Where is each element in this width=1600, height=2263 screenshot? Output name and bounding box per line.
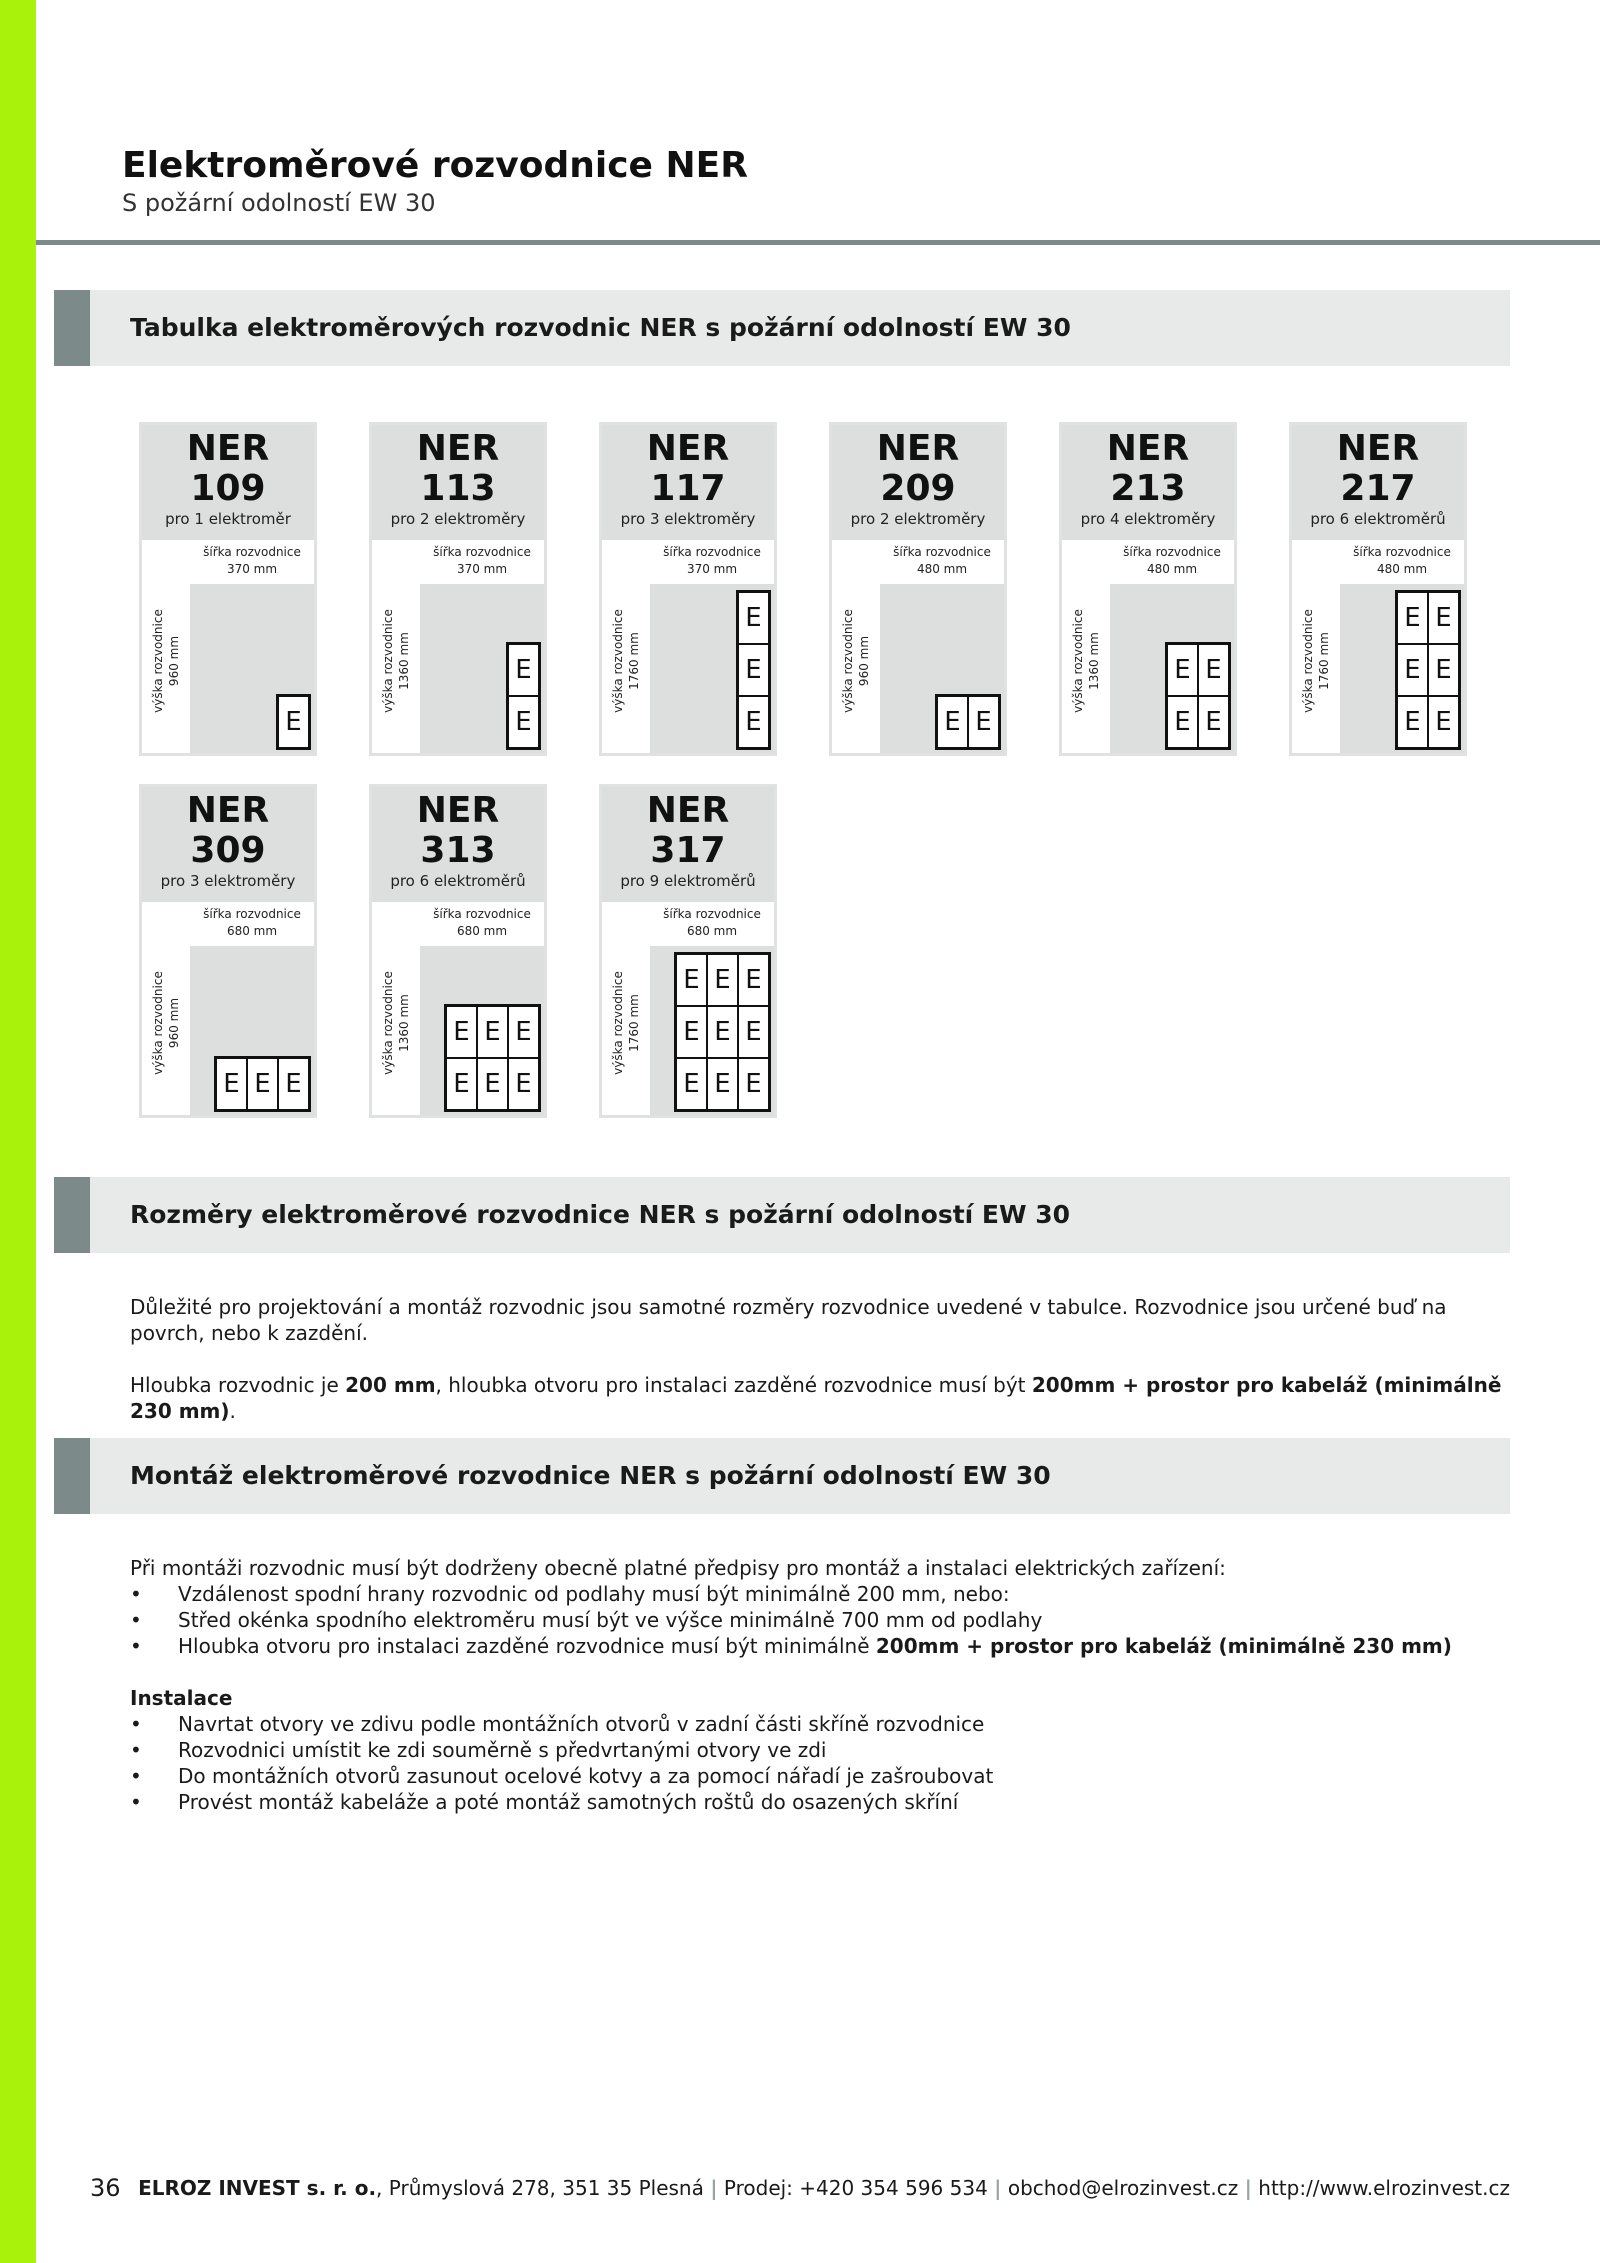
card-caption: pro 3 elektroměry (160, 872, 296, 890)
meter-grid (736, 590, 771, 750)
separator: | (1244, 2176, 1252, 2200)
height-label-block (1070, 566, 1102, 756)
card-header (1062, 425, 1234, 540)
meter-slot: E (968, 696, 999, 748)
meter-slot: E (937, 696, 968, 748)
card-prefix: NER (186, 790, 270, 831)
section-bar-table (54, 290, 1510, 366)
width-label: šířka rozvodnice (893, 545, 991, 559)
height-label: výška rozvodnice (611, 609, 625, 713)
card-model: 209 (880, 468, 956, 509)
width-label: šířka rozvodnice (203, 907, 301, 921)
width-value: 480 mm (916, 562, 968, 576)
cabinet-card-ner-209 (829, 422, 1007, 756)
meter-slot: E (216, 1058, 247, 1110)
meter-slot: E (738, 1006, 769, 1058)
meter-slot: E (508, 1058, 539, 1110)
width-value: 370 mm (226, 562, 278, 576)
width-label-block (190, 902, 314, 946)
width-value: 370 mm (456, 562, 508, 576)
cabinet-card-ner-109 (139, 422, 317, 756)
meter-slot: E (1167, 644, 1198, 696)
footer-contact (138, 2173, 1510, 2203)
card-prefix: NER (646, 790, 730, 831)
cabinet-card-ner-317 (599, 784, 777, 1118)
width-value: 370 mm (686, 562, 738, 576)
card-prefix: NER (876, 428, 960, 469)
width-value: 680 mm (226, 924, 278, 938)
card-prefix: NER (646, 428, 730, 469)
height-value: 1760 mm (1317, 632, 1331, 690)
height-value: 1760 mm (627, 994, 641, 1052)
width-value: 680 mm (456, 924, 508, 938)
height-label-block (150, 566, 182, 756)
meter-slot: E (278, 1058, 309, 1110)
section-tab (54, 1438, 90, 1514)
height-label-block (610, 566, 642, 756)
section-tab (54, 1177, 90, 1253)
height-value: 1360 mm (397, 994, 411, 1052)
meter-slot: E (508, 1006, 539, 1058)
meter-slot: E (707, 954, 738, 1006)
meter-slot: E (738, 1058, 769, 1110)
text: Hloubka otvoru pro instalaci zazděné rozvodnice musí být minimálně (178, 1634, 876, 1658)
list-item: • Vzdálenost spodní hrany rozvodnic od podlahy musí být minimálně 200 mm, nebo: (130, 1581, 1510, 1607)
card-prefix: NER (1106, 428, 1190, 469)
header-divider (36, 240, 1600, 245)
height-value: 1760 mm (627, 632, 641, 690)
width-value: 680 mm (686, 924, 738, 938)
cabinet-body (650, 584, 774, 753)
width-label: šířka rozvodnice (433, 907, 531, 921)
width-label: šířka rozvodnice (203, 545, 301, 559)
width-label: šířka rozvodnice (663, 545, 761, 559)
meter-slot: E (508, 644, 539, 696)
section-title-dimensions: Rozměry elektroměrové rozvodnice NER s požární odolností EW 30 (130, 1200, 1071, 1229)
meter-grid (276, 694, 311, 750)
cabinet-body (420, 584, 544, 753)
height-label: výška rozvodnice (1071, 609, 1085, 713)
height-label: výška rozvodnice (841, 609, 855, 713)
opening-depth-value: 200mm + prostor pro kabeláž (minimálně 230 mm) (130, 1373, 1502, 1423)
email-link[interactable]: obchod@elrozinvest.cz (1001, 2176, 1245, 2200)
height-value: 1360 mm (1087, 632, 1101, 690)
card-model: 313 (420, 830, 496, 871)
green-side-bar (0, 0, 36, 2263)
cabinet-body (420, 946, 544, 1115)
card-model: 213 (1110, 468, 1186, 509)
height-label-block (150, 928, 182, 1118)
width-label-block (420, 902, 544, 946)
meter-slot: E (278, 696, 309, 748)
meter-grid (444, 1004, 541, 1112)
card-caption: pro 1 elektroměr (165, 510, 291, 528)
meter-grid (935, 694, 1001, 750)
card-caption: pro 2 elektroměry (850, 510, 986, 528)
meter-slot: E (738, 696, 769, 748)
card-prefix: NER (186, 428, 270, 469)
cabinet-body (190, 584, 314, 753)
height-value: 960 mm (167, 635, 181, 687)
height-value: 960 mm (167, 997, 181, 1049)
installation-title: Instalace (130, 1686, 233, 1710)
card-prefix: NER (416, 428, 500, 469)
width-label-block (650, 540, 774, 584)
meter-slot: E (738, 644, 769, 696)
width-label: šířka rozvodnice (1353, 545, 1451, 559)
section-bar-mounting (54, 1438, 1510, 1514)
card-header (602, 787, 774, 902)
meter-slot: E (446, 1058, 477, 1110)
text: . (229, 1399, 236, 1423)
list-item (130, 1633, 1510, 1659)
width-label: šířka rozvodnice (433, 545, 531, 559)
card-header (1292, 425, 1464, 540)
meter-slot: E (1397, 592, 1428, 644)
cabinet-card-ner-313 (369, 784, 547, 1118)
width-label-block (880, 540, 1004, 584)
width-value: 480 mm (1146, 562, 1198, 576)
meter-slot: E (738, 954, 769, 1006)
card-caption: pro 4 elektroměry (1080, 510, 1216, 528)
width-label-block (650, 902, 774, 946)
meter-slot: E (676, 954, 707, 1006)
card-header (142, 425, 314, 540)
meter-slot: E (508, 696, 539, 748)
card-model: 109 (190, 468, 266, 509)
opening-depth-value: 200mm + prostor pro kabeláž (minimálně 230 mm) (875, 1634, 1452, 1658)
meter-slot: E (477, 1058, 508, 1110)
cabinet-body (1340, 584, 1464, 753)
height-label-block (610, 928, 642, 1118)
meter-slot: E (676, 1058, 707, 1110)
card-header (602, 425, 774, 540)
meter-slot: E (1428, 696, 1459, 748)
card-model: 317 (650, 830, 726, 871)
company-name: ELROZ INVEST s. r. o. (138, 2176, 377, 2200)
mounting-requirements (130, 1555, 1510, 1659)
meter-grid (214, 1056, 311, 1112)
card-header (142, 787, 314, 902)
cabinet-body (880, 584, 1004, 753)
height-label-block (840, 566, 872, 756)
height-label: výška rozvodnice (1301, 609, 1315, 713)
height-label: výška rozvodnice (381, 971, 395, 1075)
meter-slot: E (1167, 696, 1198, 748)
section-bar-dimensions (54, 1177, 1510, 1253)
width-value: 480 mm (1376, 562, 1428, 576)
section-title-table: Tabulka elektroměrových rozvodnic NER s požární odolností EW 30 (130, 313, 1071, 342)
width-label: šířka rozvodnice (663, 907, 761, 921)
card-header (372, 425, 544, 540)
width-label: šířka rozvodnice (1123, 545, 1221, 559)
text: , hloubka otvoru pro instalaci zazděné rozvodnice musí být (435, 1373, 1032, 1397)
cabinet-card-ner-309 (139, 784, 317, 1118)
card-caption: pro 6 elektroměrů (390, 872, 526, 890)
meter-slot: E (477, 1006, 508, 1058)
list-item: • Do montážních otvorů zasunout ocelové kotvy a za pomocí nářadí je zašroubovat (130, 1763, 1510, 1789)
card-caption: pro 3 elektroměry (620, 510, 756, 528)
page-header (122, 144, 1522, 218)
width-label-block (420, 540, 544, 584)
meter-grid (506, 642, 541, 750)
page-title: Elektroměrové rozvodnice NER (122, 145, 748, 186)
card-model: 217 (1340, 468, 1416, 509)
meter-slot: E (738, 592, 769, 644)
meter-slot: E (707, 1006, 738, 1058)
width-label-block (190, 540, 314, 584)
meter-slot: E (676, 1006, 707, 1058)
cabinet-body (650, 946, 774, 1115)
cabinet-card-ner-117 (599, 422, 777, 756)
height-value: 960 mm (857, 635, 871, 687)
depth-value: 200 mm (345, 1373, 436, 1397)
cabinet-body (1110, 584, 1234, 753)
text: Hloubka rozvodnic je (130, 1373, 346, 1397)
meter-slot: E (1198, 696, 1229, 748)
card-model: 113 (420, 468, 496, 509)
height-label-block (1300, 566, 1332, 756)
page-footer (90, 2173, 1510, 2203)
cabinet-card-ner-217 (1289, 422, 1467, 756)
separator: | (994, 2176, 1002, 2200)
dimensions-paragraph-2 (130, 1372, 1510, 1424)
height-label-block (380, 566, 412, 756)
height-label: výška rozvodnice (381, 609, 395, 713)
dimensions-paragraph-1: Důležité pro projektování a montáž rozvodnic jsou samotné rozměry rozvodnice uvedené v tabulce. Rozvodnice jsou určené buď na povrch, nebo k zazdění. (130, 1295, 1447, 1345)
list-item: • Provést montáž kabeláže a poté montáž samotných roštů do osazených skříní (130, 1789, 1510, 1815)
height-label-block (380, 928, 412, 1118)
page-number: 36 (90, 2174, 121, 2202)
card-prefix: NER (1336, 428, 1420, 469)
website-link[interactable]: http://www.elrozinvest.cz (1251, 2176, 1510, 2200)
meter-slot: E (1428, 644, 1459, 696)
height-label: výška rozvodnice (151, 609, 165, 713)
width-label-block (1110, 540, 1234, 584)
card-caption: pro 9 elektroměrů (620, 872, 756, 890)
card-header (372, 787, 544, 902)
height-value: 1360 mm (397, 632, 411, 690)
mounting-intro: Při montáži rozvodnic musí být dodrženy obecně platné předpisy pro montáž a instalaci elektrických zařízení: (130, 1556, 1226, 1580)
meter-slot: E (1198, 644, 1229, 696)
cabinet-card-ner-113 (369, 422, 547, 756)
separator: | (710, 2176, 718, 2200)
meter-slot: E (707, 1058, 738, 1110)
meter-grid (1165, 642, 1231, 750)
height-label: výška rozvodnice (151, 971, 165, 1075)
card-caption: pro 2 elektroměry (390, 510, 526, 528)
card-header (832, 425, 1004, 540)
list-item: • Rozvodnici umístit ke zdi souměrně s předvrtanými otvory ve zdi (130, 1737, 1510, 1763)
company-address: , Průmyslová 278, 351 35 Plesná (376, 2176, 711, 2200)
meter-slot: E (1397, 644, 1428, 696)
width-label-block (1340, 540, 1464, 584)
cabinet-body (190, 946, 314, 1115)
height-label: výška rozvodnice (611, 971, 625, 1075)
section-tab (54, 290, 90, 366)
list-item: • Navrtat otvory ve zdivu podle montážních otvorů v zadní části skříně rozvodnice (130, 1711, 1510, 1737)
page-subtitle: S požární odolností EW 30 (122, 189, 436, 217)
meter-slot: E (1428, 592, 1459, 644)
meter-slot: E (1397, 696, 1428, 748)
meter-grid (674, 952, 771, 1112)
card-caption: pro 6 elektroměrů (1310, 510, 1446, 528)
list-item: • Střed okénka spodního elektroměru musí být ve výšce minimálně 700 mm od podlahy (130, 1607, 1510, 1633)
card-prefix: NER (416, 790, 500, 831)
sales-phone: Prodej: +420 354 596 534 (717, 2176, 995, 2200)
cabinet-card-ner-213 (1059, 422, 1237, 756)
card-model: 117 (650, 468, 726, 509)
meter-slot: E (247, 1058, 278, 1110)
card-model: 309 (190, 830, 266, 871)
meter-grid (1395, 590, 1461, 750)
meter-slot: E (446, 1006, 477, 1058)
section-title-mounting: Montáž elektroměrové rozvodnice NER s požární odolností EW 30 (130, 1461, 1051, 1490)
installation-steps (130, 1685, 1510, 1815)
